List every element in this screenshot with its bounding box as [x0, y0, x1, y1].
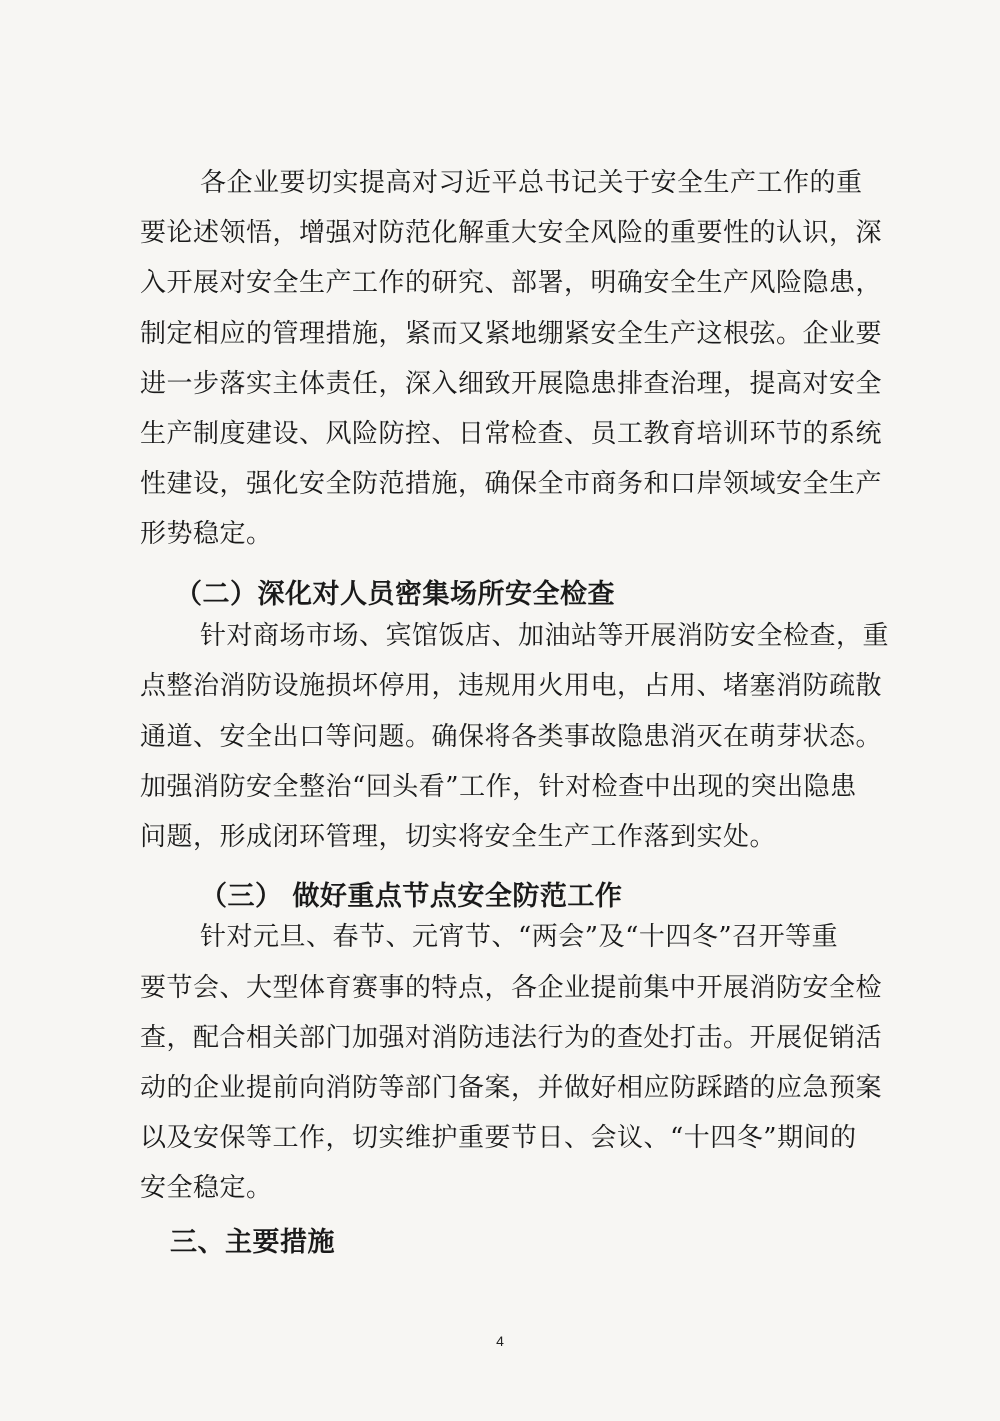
- section-heading-main: 三、主要措施: [170, 1227, 335, 1258]
- text-line: 加强消防安全整治“回头看”工作，针对检查中出现的突出隐患: [140, 771, 857, 802]
- text-line: 查，配合相关部门加强对消防违法行为的查处打击。开展促销活: [140, 1022, 883, 1053]
- text-line: 要论述领悟，增强对防范化解重大安全风险的重要性的认识，深: [140, 218, 883, 249]
- text-line: 通道、安全出口等问题。确保将各类事故隐患消灭在萌芽状态。: [140, 721, 883, 752]
- text-line: 针对元旦、春节、元宵节、“两会”及“十四冬”召开等重: [200, 922, 839, 953]
- section-heading-3: （三） 做好重点节点安全防范工作: [200, 881, 623, 913]
- text-line: 各企业要切实提高对习近平总书记关于安全生产工作的重: [200, 168, 863, 198]
- text-line: 安全稳定。: [140, 1173, 273, 1204]
- text-line: 针对商场市场、宾馆饭店、加油站等开展消防安全检查，重: [200, 621, 890, 652]
- text-line: 制定相应的管理措施，紧而又紧地绷紧安全生产这根弦。企业要: [140, 318, 883, 349]
- page-number: 4: [496, 1333, 504, 1349]
- text-line: 进一步落实主体责任，深入细致开展隐患排查治理，提高对安全: [140, 368, 883, 399]
- text-line: 点整治消防设施损坏停用，违规用火用电，占用、堵塞消防疏散: [140, 671, 883, 702]
- text-line: 以及安保等工作，切实维护重要节日、会议、“十四冬”期间的: [140, 1123, 857, 1154]
- text-line: 问题，形成闭环管理，切实将安全生产工作落到实处。: [140, 822, 777, 852]
- text-line: 生产制度建设、风险防控、日常检查、员工教育培训环节的系统: [140, 418, 883, 449]
- text-line: 形势稳定。: [140, 519, 273, 550]
- text-line: 性建设，强化安全防范措施，确保全市商务和口岸领域安全生产: [140, 469, 883, 500]
- section-heading-2: （二）深化对人员密集场所安全检查: [175, 579, 615, 611]
- text-line: 要节会、大型体育赛事的特点，各企业提前集中开展消防安全检: [140, 972, 883, 1003]
- text-line: 动的企业提前向消防等部门备案，并做好相应防踩踏的应急预案: [140, 1072, 883, 1103]
- text-line: 入开展对安全生产工作的研究、部署，明确安全生产风险隐患，: [140, 268, 883, 299]
